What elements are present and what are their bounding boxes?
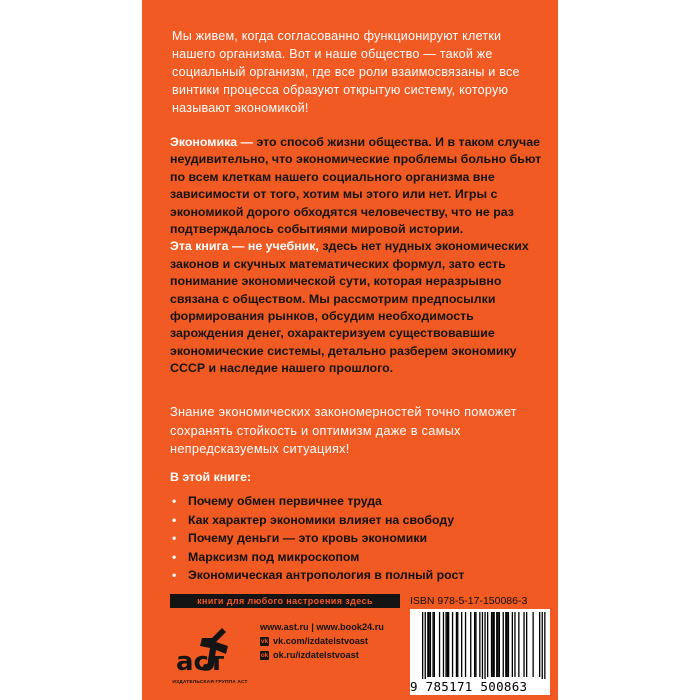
bullet-icon: • <box>172 568 177 582</box>
ok-link[interactable] <box>260 648 395 662</box>
isbn-label: ISBN 978-5-17-150086-3 <box>410 595 528 607</box>
barcode-bar <box>497 612 498 677</box>
highlight-economy: Экономика — <box>170 135 254 149</box>
publisher-logo <box>170 624 250 694</box>
barcode-bars <box>410 609 550 679</box>
list-item-text: Почему обмен первичнее труда <box>188 494 382 508</box>
barcode-bar <box>514 612 515 677</box>
barcode-bar <box>461 612 462 677</box>
highlight-book: Эта книга — не учебник, <box>170 239 319 254</box>
barcode-bar <box>445 612 446 677</box>
barcode-bar <box>482 612 483 679</box>
barcode-digits: 9 785171 500863 <box>410 679 528 694</box>
barcode-bar <box>487 612 488 677</box>
barcode-bar <box>465 612 466 677</box>
barcode-bar <box>429 612 430 677</box>
tagline-text: книги для любого настроения здесь <box>197 596 373 606</box>
closing-paragraph: Знание экономических закономерностей точно поможет сохранять стойкость и оптимизм даже в самых непредсказуемых ситуациях! <box>170 404 517 456</box>
barcode-bar <box>432 612 433 677</box>
list-item <box>170 492 550 511</box>
ast-logo-icon <box>170 624 250 680</box>
barcode-bar <box>456 612 457 677</box>
book-back-cover <box>142 0 558 700</box>
barcode-bar <box>544 612 545 679</box>
list-item-text: Марксизм под микроскопом <box>188 549 360 564</box>
list-item-text: Как характер экономики влияет на свободу <box>188 512 455 527</box>
barcode-bar <box>533 612 534 677</box>
barcode-bar <box>542 612 543 679</box>
barcode-bar <box>492 612 493 677</box>
list-item <box>170 548 550 567</box>
bullet-icon: • <box>172 494 177 508</box>
bullet-icon: • <box>172 549 177 564</box>
paragraph-book <box>170 238 546 377</box>
paragraph-economy-text: это способ жизни общества. И в таком случае неудивительно, что экономические проблемы больно бьют по всем клеткам нашего социального организма вне зависимости от того, хотим мы этого или нет. Игры с экономикой дорого обходятся человечеству, что не раз подтверждалось событиями мировой истории. <box>170 135 542 237</box>
vk-link[interactable] <box>260 634 395 648</box>
barcode-bar <box>443 612 444 677</box>
barcode-bar <box>512 612 513 677</box>
barcode-bar <box>496 612 497 677</box>
list-item <box>170 566 550 585</box>
publisher-label: ИЗДАТЕЛЬСКАЯ ГРУППА АСТ <box>172 680 248 685</box>
barcode-bar <box>539 612 540 677</box>
barcode-bar <box>503 612 504 677</box>
barcode-bar <box>425 612 426 679</box>
barcode-bar <box>484 612 485 679</box>
barcode-bar <box>452 612 453 677</box>
main-description <box>170 134 546 378</box>
bullet-icon: • <box>172 512 177 527</box>
barcode-bar <box>448 612 449 677</box>
tagline-banner <box>170 594 400 608</box>
barcode <box>410 609 550 695</box>
barcode-bar <box>434 612 435 677</box>
list-item-text: Экономическая антропология в полный рост <box>188 568 465 582</box>
barcode-bar <box>447 612 448 677</box>
list-item-text: Почему деньги — это кровь экономики <box>188 531 428 545</box>
list-title: В этой книге: <box>170 470 252 484</box>
publisher-links <box>260 620 395 662</box>
bullet-icon: • <box>172 531 177 545</box>
vk-link-text: vk.com/izdatelstvoast <box>273 636 368 646</box>
ok-link-text: ok.ru/izdatelstvoast <box>273 650 359 660</box>
website-links[interactable]: www.ast.ru | www.book24.ru <box>260 622 384 632</box>
barcode-bar <box>523 612 524 677</box>
barcode-bar <box>457 612 458 677</box>
paragraph-book-text: здесь нет нудных экономических законов и скучных математических формул, зато есть понимание экономической сути, которая неразрывно связана с обществом. Мы рассмотрим предпосылки формирования рынков, обсудим необходимость зарождения денег, охарактеризуем существовавшие экономические системы, детально разберем экономику СССР и наследие нашего прошлого. <box>170 239 529 376</box>
barcode-bar <box>494 612 495 677</box>
barcode-bar <box>505 612 506 677</box>
vk-icon: vk <box>260 638 269 645</box>
list-item <box>170 511 550 530</box>
barcode-bar <box>475 612 476 677</box>
barcode-bar <box>499 612 500 677</box>
barcode-bar <box>507 612 508 677</box>
barcode-bar <box>470 612 471 677</box>
barcode-bar <box>474 612 475 677</box>
barcode-bar <box>422 612 423 679</box>
intro-paragraph: Мы живем, когда согласованно функционируют клетки нашего организма. Вот и наше общество — такой же социальный организм, где все роли взаимосвязаны и все винтики процесса образуют открытую систему, которую называют экономикой! <box>172 29 520 115</box>
barcode-bar <box>427 612 428 677</box>
barcode-bar <box>430 612 431 677</box>
barcode-bar <box>508 612 509 677</box>
odnoklassniki-icon: ok <box>260 652 269 659</box>
barcode-bar <box>491 612 492 677</box>
book-topics-list <box>170 492 550 585</box>
barcode-bar <box>479 612 480 677</box>
barcode-bar <box>526 612 527 677</box>
logo-text: аст <box>176 647 225 677</box>
list-item <box>170 529 550 548</box>
paragraph-economy <box>170 134 546 238</box>
barcode-bar <box>439 612 440 677</box>
barcode-bar <box>518 612 519 677</box>
